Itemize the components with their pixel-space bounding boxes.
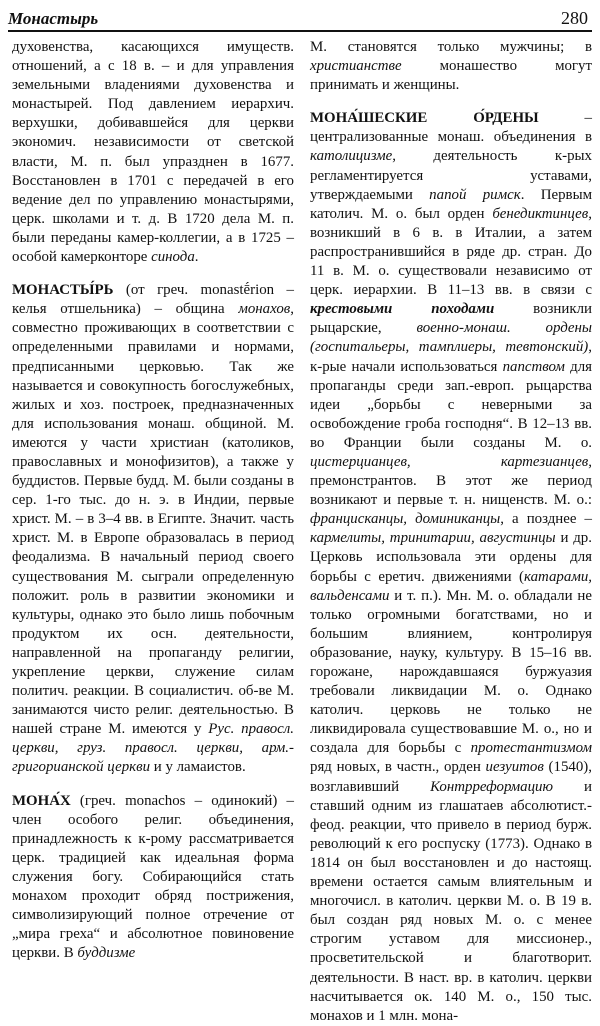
- entry-continuation: М. становятся только мужчины; в христианстве монашество могут принимать и женщины.: [310, 39, 592, 94]
- entry-monakh: МОНА́Х (греч. monachos – одинокий) – член особого религ. объединения, принадлежность к к-рому рассматривается церк. традицией как идеальная форма служения богу. Собирающийся стать монахом проходит обряд пострижения, символизирующий полное отречение от „мира греха“ и абсолютное повиновение церкви. В буддизме: [12, 792, 294, 962]
- page-header: [8, 6, 592, 32]
- entry-term: МОНАСТЫ́РЬ: [12, 282, 114, 299]
- page-number: 280: [561, 8, 588, 28]
- right-column: [310, 38, 592, 1026]
- entry-term: МОНА́ШЕСКИЕ О́РДЕНЫ: [310, 110, 539, 127]
- entry-monastyr: МОНАСТЫ́РЬ (от греч. monastḗrion – келья отшельника) – община монахов, совместно проживающих в соответствии с определенными правилами и нормами, предписанными церковью. Так же называется и совокупность богослужебных, жилых и хоз. построек, предназначенных для использования монаш. общиной. М. имеются у части христиан (католиков, православных и монофизитов), а также у буддистов. Первые будд. М. были созданы в сер. 1-го тыс. до н. э. в Индии, первые христ. М. – в 3–4 вв. в Египте. Значит. часть христ. М. в Европе образовалась в период феодализма. В начальный период своего существования М. сыграли определенную положит. роль в развитии экономики и культуры, однако это было лишь побочным продуктом их осн. деятельности, направленной на пропаганду религии, укрепление церкви, служение силам политич. реакции. В социалистич. об-ве М. занимаются чисто религ. деятельностью. В нашей стране М. имеются у Рус. правосл. церкви, груз. правосл. церкви, арм.-григорианской церкви и у ламаистов.: [12, 282, 294, 776]
- left-column: [12, 38, 294, 963]
- entry-continuation: духовенства, касающихся имуществ. отношений, а с 18 в. – и для управления земельными владениями духовенства и монастырей. Под давлением иерархич. верхушки, добивавшейся для церкви экономич. независимости от светской власти, М. п. был упразднен в 1677. Восстановлен в 1701 с передачей в его ведение дел по управлению монастырями, церк. школами и т. д. В 1720 дела М. п. были переданы камер-коллегии, а в 1725 – особой камерконторе синода.: [12, 39, 294, 266]
- entry-term: МОНА́Х: [12, 792, 71, 809]
- entry-monasheskie-ordeny: МОНА́ШЕСКИЕ О́РДЕНЫ – централизованные монаш. объединения в католицизме, деятельность к-рых регламентируется уставами, утверждаемыми папой римск. Первым католич. М. о. был орден бенедиктинцев, возникший в 6 в. в Италии, а затем распространившийся в ряде др. стран. До 11 в. М. о. существовали независимо от церк. иерархии. В 11–13 вв. в связи с крестовыми походами возникли рыцарские, военно-монаш. ордены (госпитальеры, тамплиеры, тевтонский), к-рые начали использоваться папством для пропаганды среди зап.-европ. рыцарства идеи „борьбы с неверными за освобождение гроба господня“. В 12–13 вв. во Франции были созданы М. о. цистерцианцев, картезианцев, премонстрантов. В этот же период возникают и первые т. н. нищенств. М. о.: францисканцы, доминиканцы, а позднее – кармелиты, тринитарии, августинцы и др. Церковь использовала эти ордены для борьбы с еретич. движениями (катарами, вальденсами и т. п.). Мн. М. о. обладали не только огромными богатствами, но и большим влиянием, контролируя образование, науку, культуру. В 15–16 вв. горожане, нарождавшаяся буржуазия требовали ликвидации М. о. Однако католич. церковь не только не ликвидировала существовавшие М. о., но и создала для борьбы с протестантизмом ряд новых, в частн., орден иезуитов (1540), возглавивший Контрреформацию и ставший одним из глашатаев абсолютист.-феод. реакции, что привело в период бурж. революций к его роспуску (1773). Однако в 1814 он был восстановлен и до настоящ. времени остается самым влиятельным и многочисл. в католич. церкви М. о. В 19 в. был создан ряд новых М. о. с менее строгим уставом для миссионер., просветительской и благотворит. деятельности. В наст. вр. в католич. церкви насчитывается ок. 140 М. о., 150 тыс. монахов и 1 млн. мона-: [310, 110, 592, 1024]
- running-title: Монастырь: [8, 9, 99, 28]
